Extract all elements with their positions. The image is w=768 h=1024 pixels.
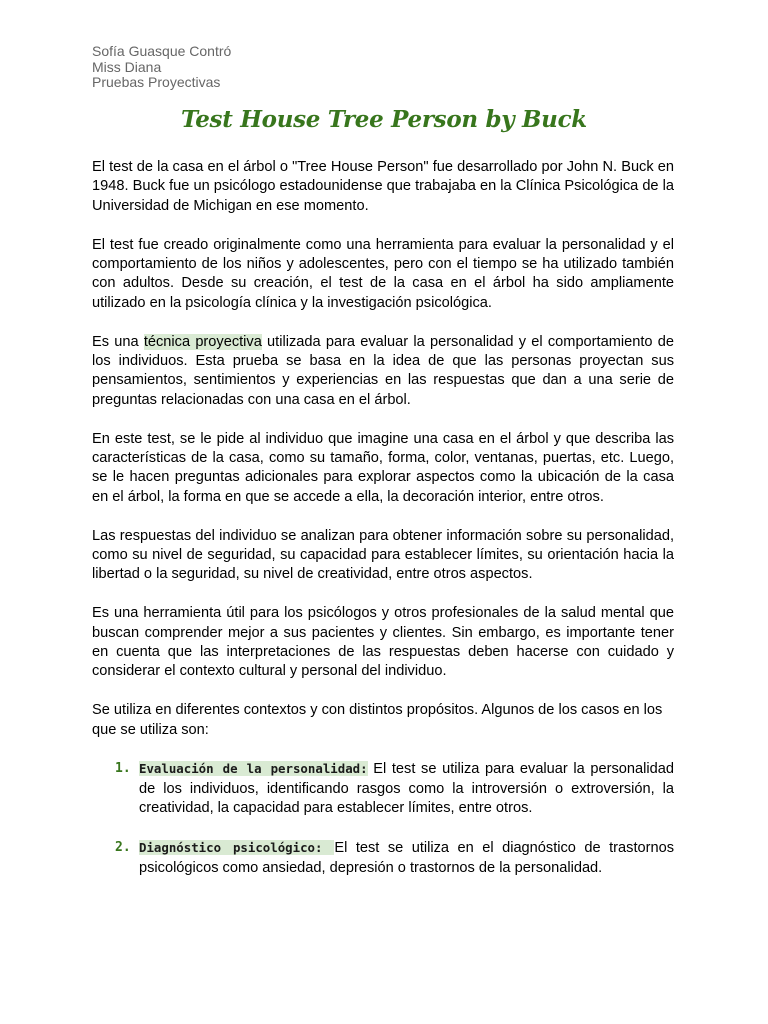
uses-list	[92, 759, 674, 877]
paragraph-usefulness: Es una herramienta útil para los psicólogos y otros profesionales de la salud mental que buscan comprender mejor a sus pacientes y clientes. Sin embargo, es importante tener en cuenta que las interpretaciones de las respuestas deben hacerse con cuidado y considerar el contexto cultural y personal del individuo.	[92, 605, 674, 680]
list-text: El test se utiliza en el diagnóstico de trastornos psicológicos como ansiedad, depresión o trastornos de la personalidad.	[139, 840, 674, 876]
paragraph-technique	[92, 333, 674, 411]
paragraph-origin: El test de la casa en el árbol o "Tree House Person" fue desarrollado por John N. Buck en 1948. Buck fue un psicólogo estadounidense que trabajaba en la Clínica Psicológica de la Universidad de Michigan en ese momento.	[92, 159, 674, 214]
list-term: Evaluación de la personalidad:	[139, 761, 368, 777]
list-term: Diagnóstico psicológico:	[139, 840, 335, 856]
list-number: 2.	[115, 840, 131, 856]
paragraph-purpose: El test fue creado originalmente como una herramienta para evaluar la personalidad y el comportamiento de los niños y adolescentes, pero con el tiempo se ha utilizado también con adultos. Desde su creación, el test de la casa en el árbol ha sido ampliamente utilizado en la psicología clínica y la investigación psicológica.	[92, 236, 674, 311]
document-title: Test House Tree Person by Buck	[181, 106, 587, 133]
paragraph-procedure: En este test, se le pide al individuo que imagine una casa en el árbol y que describa las características de la casa, como su tamaño, forma, color, ventanas, puertas, etc. Luego, se le hacen preguntas adicionales para explorar aspectos como la ubicación de la casa en el árbol, la forma en que se accede a ella, la decoración interior, entre otros.	[92, 430, 674, 505]
author-name: Sofía Guasque Contró	[92, 43, 232, 59]
list-number: 1.	[115, 761, 131, 777]
list-item	[92, 759, 674, 818]
list-item	[92, 838, 674, 878]
highlight-projective-technique: técnica proyectiva	[143, 333, 262, 350]
paragraph-technique-pre: Es una	[92, 333, 144, 350]
document-body	[92, 158, 674, 897]
paragraph-contexts: Se utiliza en diferentes contextos y con distintos propósitos. Algunos de los casos en los que se utiliza son:	[92, 702, 663, 738]
list-text: El test se utiliza para evaluar la personalidad de los individuos, identificando rasgos como la introversión o extroversión, la creatividad, la capacidad para establecer límites, entre otros.	[139, 761, 674, 817]
paragraph-technique-post: utilizada para evaluar la personalidad y el comportamiento de los individuos. Esta prueba se basa en la idea de que las personas proyectan sus pensamientos, sentimientos y experiencias en las respuestas que dan a una serie de preguntas relacionadas con una casa en el árbol.	[92, 333, 674, 408]
course-name: Pruebas Proyectivas	[92, 74, 221, 90]
document-header	[92, 44, 231, 91]
paragraph-analysis: Las respuestas del individuo se analizan para obtener información sobre su personalidad, como su nivel de seguridad, su capacidad para establecer límites, su orientación hacia la libertad o la seguridad, su nivel de creatividad, entre otros aspectos.	[92, 527, 674, 583]
teacher-name: Miss Diana	[92, 58, 162, 75]
